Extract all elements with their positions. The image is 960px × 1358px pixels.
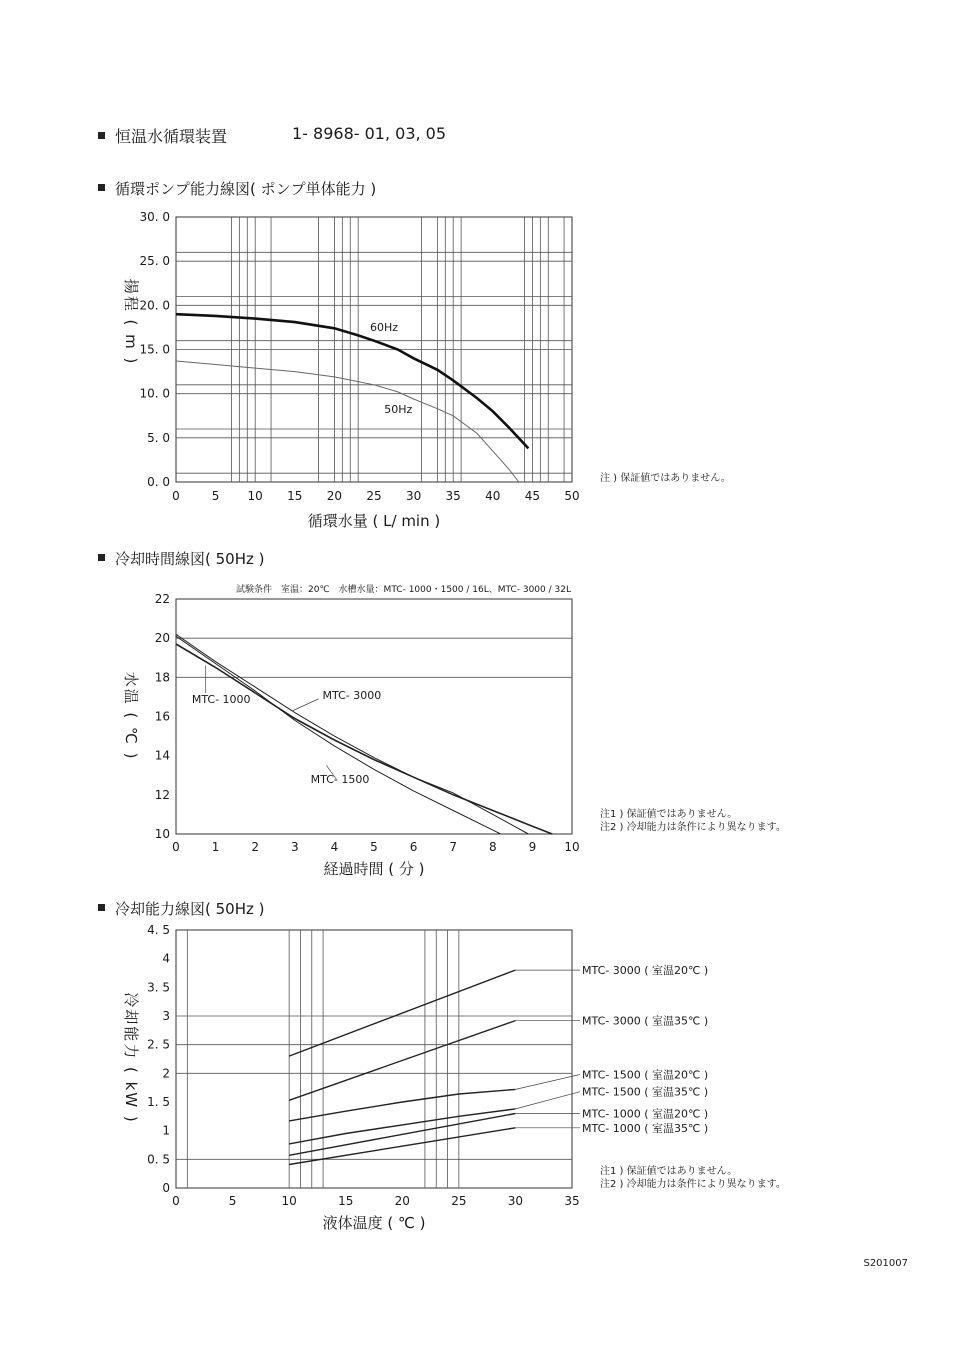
x-tick-label: 10: [564, 840, 580, 854]
capacity-chart-heading: [98, 898, 264, 919]
series-label: MTC- 1500: [310, 773, 370, 787]
pump-chart-heading: [98, 178, 376, 199]
x-axis-label: 経過時間 ( 分 ): [323, 860, 425, 878]
x-axis-label: 循環水量 ( L/ min ): [307, 512, 441, 530]
y-axis-label: 揚程 ( m ): [122, 278, 140, 366]
series-label: MTC- 3000 ( 室温20℃ ): [582, 964, 709, 978]
x-axis-label: 液体温度 ( ℃ ): [322, 1214, 426, 1232]
y-tick-label: 4. 5: [147, 923, 170, 937]
time-note-2: 注2 ) 冷却能力は条件により異なります。: [600, 822, 786, 833]
plot-frame: [176, 930, 572, 1188]
capacity-notes: [600, 1165, 786, 1191]
x-tick-label: 25: [451, 1194, 467, 1208]
y-tick-label: 2. 5: [147, 1037, 170, 1052]
y-tick-label: 16: [154, 709, 170, 724]
y-tick-label: 22: [154, 592, 170, 606]
y-tick-label: 1. 5: [147, 1095, 170, 1109]
x-tick-label: 30: [507, 1194, 524, 1208]
x-tick-label: 20: [394, 1194, 410, 1208]
x-tick-label: 15: [287, 489, 303, 503]
model-number: 1- 8968- 01, 03, 05: [292, 124, 447, 143]
series-label: MTC- 1000 ( 室温20℃ ): [582, 1107, 709, 1121]
x-tick-label: 6: [409, 840, 418, 854]
time-notes: [600, 808, 786, 834]
x-tick-label: 8: [488, 840, 497, 854]
x-tick-label: 2: [251, 840, 260, 854]
y-tick-label: 20: [154, 631, 170, 646]
capacity-chart-heading-text: 冷却能力線図( 50Hz ): [115, 900, 265, 918]
y-tick-label: 25. 0: [139, 254, 170, 269]
series-label: 50Hz: [384, 403, 413, 417]
x-tick-label: 0: [172, 489, 180, 503]
y-tick-label: 10: [154, 827, 170, 841]
x-tick-label: 9: [528, 840, 537, 854]
bullet-square-icon: [98, 132, 105, 139]
leader-line: [515, 1092, 580, 1109]
x-tick-label: 20: [326, 489, 343, 503]
time-chart-heading-text: 冷却時間線図( 50Hz ): [115, 550, 265, 568]
series-label: MTC- 1000 ( 室温35℃ ): [582, 1121, 709, 1135]
series-label: 60Hz: [370, 320, 399, 334]
x-tick-label: 10: [281, 1194, 297, 1208]
y-tick-label: 0: [162, 1181, 170, 1195]
pump-note: 注 ) 保証値ではありません。: [600, 473, 731, 484]
x-tick-label: 1: [211, 840, 220, 854]
y-tick-label: 14: [154, 748, 170, 763]
series-label: MTC- 1500 ( 室温35℃ ): [582, 1085, 709, 1099]
x-tick-label: 25: [366, 489, 382, 503]
x-tick-label: 5: [370, 840, 378, 854]
series-label: MTC- 3000 ( 室温35℃ ): [582, 1014, 709, 1028]
y-tick-label: 1: [162, 1123, 170, 1138]
y-axis-label: 冷却能力 ( kW ): [122, 992, 140, 1124]
y-tick-label: 0. 5: [147, 1152, 170, 1167]
chart-subtitle: 試験条件 室温：20℃ 水槽水量：MTC- 1000・1500 / 16L、MTC- 3000 / 32L: [236, 585, 571, 595]
time-note-1: 注1 ) 保証値ではありません。: [600, 809, 738, 820]
x-tick-label: 0: [172, 840, 180, 854]
pump-performance-chart: [0, 200, 960, 560]
series-line-50Hz: [176, 361, 519, 482]
x-tick-label: 50: [564, 489, 580, 503]
x-tick-label: 10: [247, 489, 263, 503]
x-tick-label: 45: [524, 489, 541, 503]
y-tick-label: 12: [154, 787, 170, 802]
y-tick-label: 3: [162, 1009, 170, 1023]
time-chart-heading: [98, 548, 264, 569]
x-tick-label: 5: [228, 1194, 237, 1208]
x-tick-label: 4: [330, 840, 339, 854]
y-tick-label: 5. 0: [147, 430, 170, 445]
capacity-note-2: 注2 ) 冷却能力は条件により異なります。: [600, 1179, 786, 1190]
x-tick-label: 35: [564, 1194, 580, 1208]
y-axis-label: 水温 ( ℃ ): [122, 671, 140, 761]
cooling-capacity-chart: [0, 918, 960, 1248]
leader-line: [293, 699, 319, 711]
bullet-square-icon: [98, 184, 105, 191]
cooling-time-chart: [0, 576, 960, 896]
y-tick-label: 0. 0: [147, 475, 170, 489]
x-tick-label: 5: [211, 489, 220, 503]
pump-chart-heading-text: 循環ポンプ能力線図( ポンプ単体能力 ): [115, 180, 377, 198]
series-line-MTC- 1500: [176, 636, 501, 834]
footer-code: S201007: [863, 1258, 908, 1269]
y-tick-label: 20. 0: [139, 298, 170, 313]
page-title-text: 恒温水循環装置: [115, 127, 228, 146]
y-tick-label: 15. 0: [139, 342, 170, 357]
capacity-note-1: 注1 ) 保証値ではありません。: [600, 1166, 738, 1177]
series-label: MTC- 1500 ( 室温20℃ ): [582, 1068, 709, 1082]
leader-line: [515, 1074, 580, 1089]
plot-frame: [176, 599, 572, 834]
series-line-60Hz: [176, 314, 528, 448]
series-label: MTC- 1000: [191, 692, 251, 706]
y-tick-label: 3. 5: [147, 980, 170, 995]
y-tick-label: 2: [162, 1066, 170, 1081]
bullet-square-icon: [98, 904, 105, 911]
x-tick-label: 3: [290, 840, 299, 854]
y-tick-label: 4: [162, 951, 170, 966]
x-tick-label: 7: [449, 840, 458, 854]
x-tick-label: 15: [338, 1194, 354, 1208]
x-tick-label: 35: [445, 489, 461, 503]
y-tick-label: 10. 0: [139, 386, 170, 401]
y-tick-label: 18: [154, 670, 170, 685]
x-tick-label: 0: [172, 1194, 180, 1208]
page-title: [98, 124, 227, 147]
y-tick-label: 30. 0: [139, 210, 170, 224]
x-tick-label: 40: [485, 489, 501, 503]
series-label: MTC- 3000: [322, 688, 382, 702]
x-tick-label: 30: [405, 489, 422, 503]
bullet-square-icon: [98, 554, 105, 561]
